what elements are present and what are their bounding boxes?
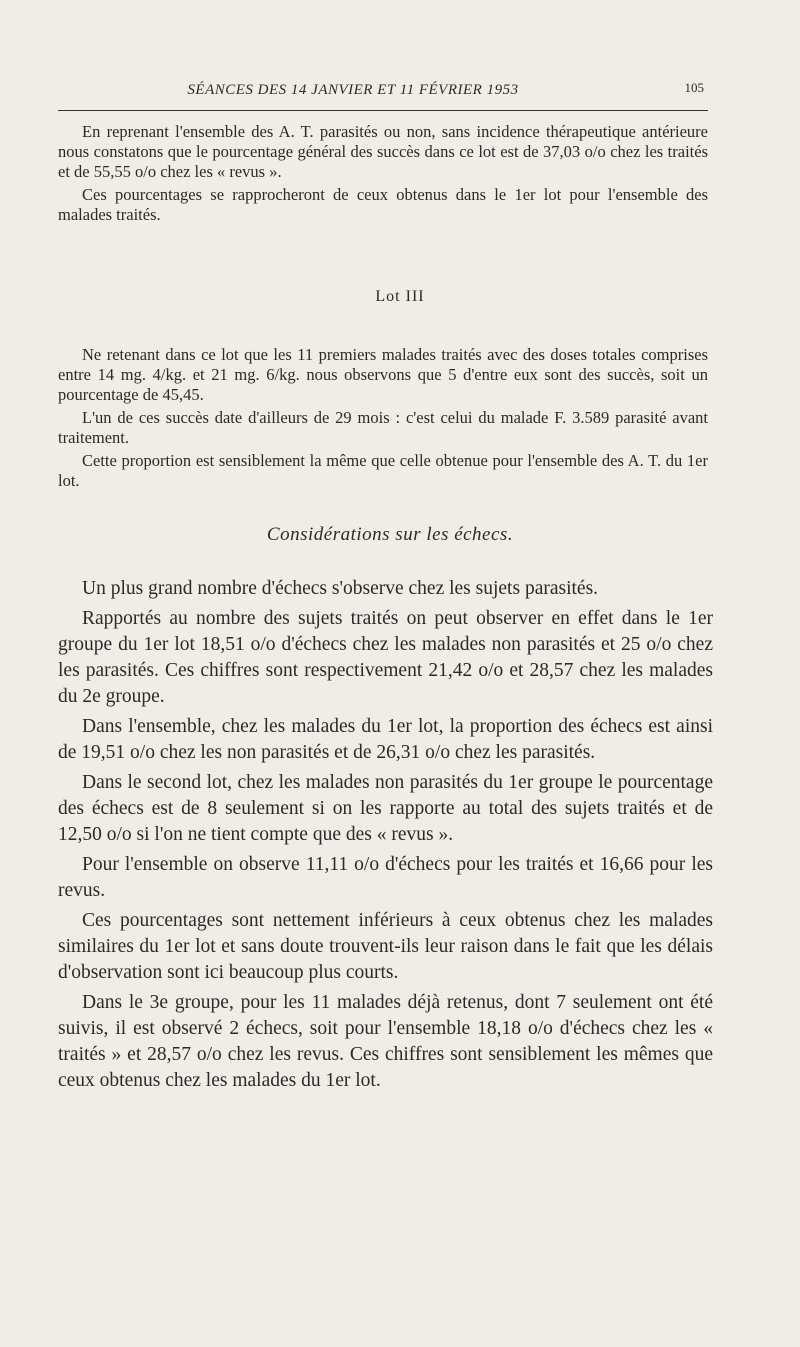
section-opening	[58, 122, 708, 228]
paragraph: L'un de ces succès date d'ailleurs de 29 mois : c'est celui du malade F. 3.589 parasité avant traitement.	[58, 408, 708, 447]
page-header	[58, 78, 708, 111]
paragraph: Dans le second lot, chez les malades non parasités du 1er groupe le pourcentage des échecs est de 8 seulement si on les rapporte au total des sujets traités et de 12,50 o/o si l'on ne tient compte que des « revus ».	[58, 772, 713, 845]
section-heading-lot-iii: Lot III	[375, 288, 425, 305]
page-number: 105	[684, 80, 704, 95]
section-lot-iii	[58, 345, 708, 494]
paragraph: Pour l'ensemble on observe 11,11 o/o d'échecs pour les traités et 16,66 pour les revus.	[58, 854, 713, 901]
paragraph: Ces pourcentages sont nettement inférieurs à ceux obtenus chez les malades similaires du 1er lot et sans doute trouvent-ils leur raison dans le fait que les délais d'observation sont ici beaucoup plus courts.	[58, 910, 713, 983]
paragraph: Ces pourcentages se rapprocheront de ceux obtenus dans le 1er lot pour l'ensemble des malades traités.	[58, 185, 708, 224]
paragraph: Dans l'ensemble, chez les malades du 1er lot, la proportion des échecs est ainsi de 19,51 o/o chez les non parasités et de 26,31 o/o chez les parasités.	[58, 716, 713, 763]
paragraph: En reprenant l'ensemble des A. T. parasités ou non, sans incidence thérapeutique antérieure nous constatons que le pourcentage général des succès dans ce lot est de 37,03 o/o chez les traités et de 55,55 o/o chez les « revus ».	[58, 122, 708, 181]
running-title: SÉANCES DES 14 JANVIER ET 11 FÉVRIER 1953	[187, 82, 519, 98]
paragraph: Dans le 3e groupe, pour les 11 malades déjà retenus, dont 7 seulement ont été suivis, il est observé 2 échecs, soit pour l'ensemble 18,18 o/o d'échecs chez les « traités » et 28,57 o/o chez les revus. Ces chiffres sont sensiblement les mêmes que ceux obtenus chez les malades du 1er lot.	[58, 992, 713, 1091]
section-considerations	[58, 576, 713, 1098]
paragraph: Un plus grand nombre d'échecs s'observe chez les sujets parasités.	[82, 578, 599, 599]
paragraph: Ne retenant dans ce lot que les 11 premiers malades traités avec des doses totales comprises entre 14 mg. 4/kg. et 21 mg. 6/kg. nous observons que 5 d'entre eux sont des succès, soit un pourcentage de 45,45.	[58, 345, 708, 404]
paragraph: Cette proportion est sensiblement la même que celle obtenue pour l'ensemble des A. T. du 1er lot.	[58, 451, 708, 490]
section-heading-considerations: Considérations sur les échecs.	[266, 524, 514, 545]
paragraph: Rapportés au nombre des sujets traités on peut observer en effet dans le 1er groupe du 1er lot 18,51 o/o d'échecs chez les malades non parasités et 25 o/o chez les parasités. Ces chiffres sont respectivement 21,42 o/o et 28,57 chez les malades du 2e groupe.	[58, 608, 713, 707]
